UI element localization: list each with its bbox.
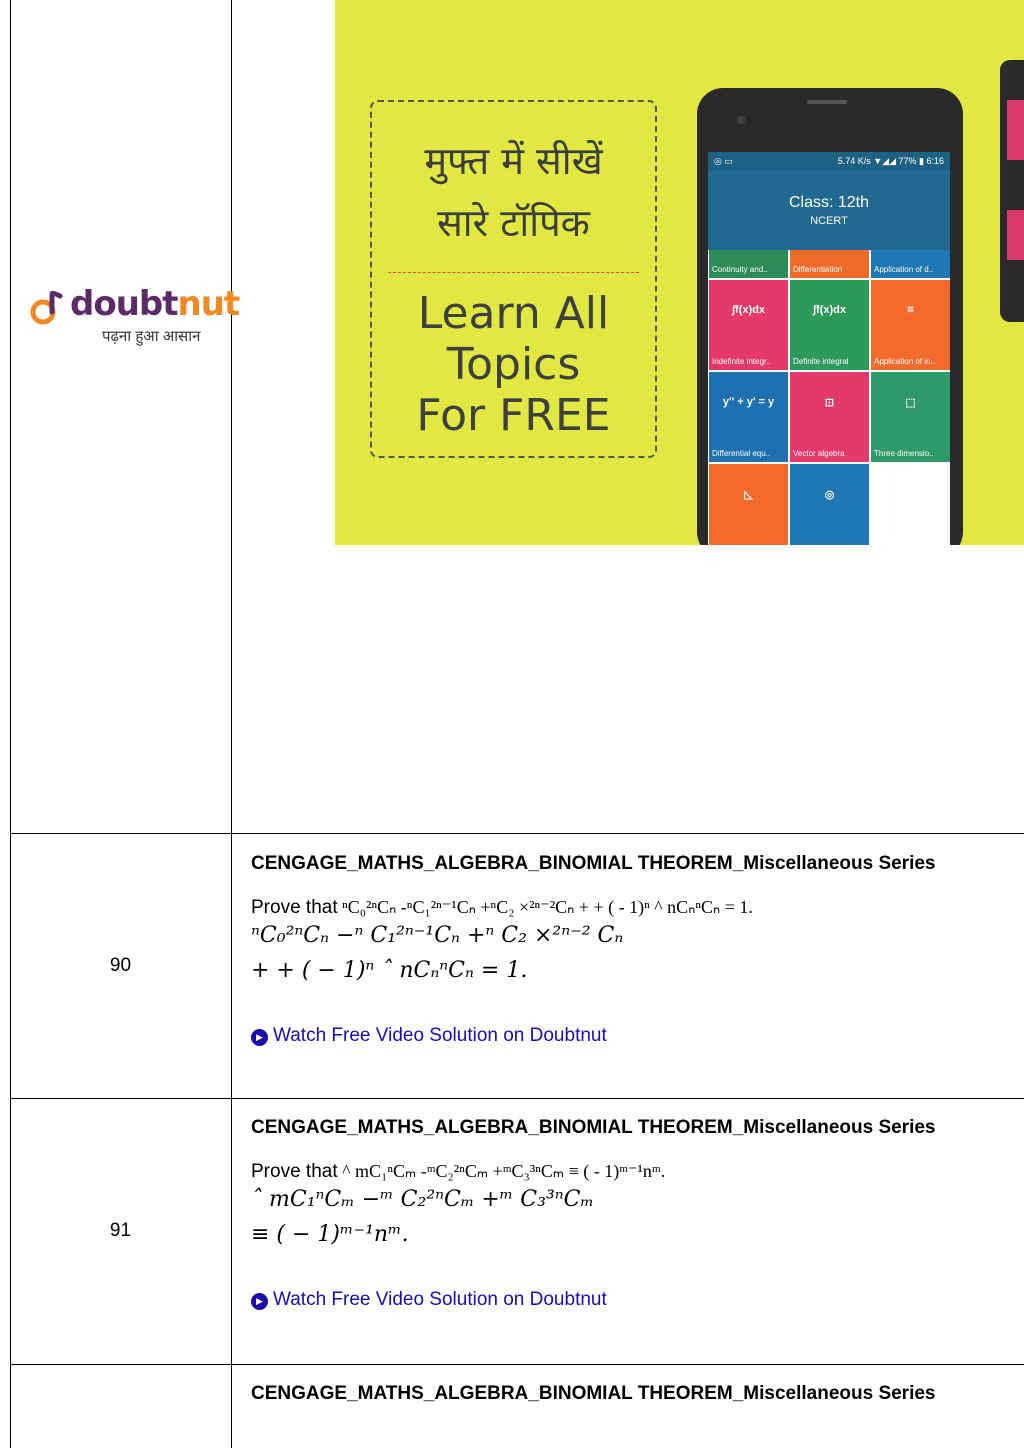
topic-tile [790, 280, 869, 370]
watch-video-link[interactable] [251, 1289, 1011, 1311]
topic-tile-caption: Application of in.. [874, 357, 935, 366]
status-right-info: 5.74 K/s ▼◢◢ 77% ▮ 6:16 [837, 156, 944, 166]
topic-tile-icon: ◎ [824, 489, 835, 501]
question-prompt [251, 897, 1011, 919]
question-cell [251, 1383, 1011, 1405]
phone-camera-icon [737, 116, 745, 124]
topic-tile-caption: Application of d.. [874, 265, 934, 274]
doubtnut-note-icon [30, 290, 66, 328]
prompt-inline-math: ^ mC₁ⁿCₘ -ᵐC₂²ⁿCₘ +ᵐC₃³ⁿCₘ ≡ ( - 1)ᵐ⁻¹nᵐ. [342, 1161, 666, 1181]
second-phone-edge [1000, 60, 1024, 322]
english-headline-line3: For FREE [416, 390, 611, 441]
watch-video-link-label: Watch Free Video Solution on Doubtnut [273, 1289, 607, 1310]
topic-tile-caption: Three dimensio.. [874, 449, 934, 458]
row-divider [10, 1098, 1024, 1099]
promo-text-box [370, 100, 657, 458]
topic-tile [871, 464, 950, 545]
class-label: Class: 12th [788, 194, 870, 211]
topic-grid [708, 250, 950, 545]
topic-tile-icon: ∫f(x)dx [732, 304, 765, 316]
topic-tile [871, 372, 950, 462]
board-label: NCERT [810, 215, 848, 227]
question-number: 91 [109, 1220, 132, 1241]
play-icon: ▶ [251, 1029, 268, 1046]
row-divider [10, 833, 1024, 834]
topic-tile [790, 372, 869, 462]
topic-tile [871, 280, 950, 370]
phone-mockup [697, 88, 963, 545]
rendered-math-line: ⁿC₀²ⁿCₙ −ⁿ C₁²ⁿ⁻¹Cₙ +ⁿ C₂ ×²ⁿ⁻² Cₙ [251, 923, 624, 948]
topic-tile-caption: Differentiation [793, 265, 843, 274]
question-source-title: CENGAGE_MATHS_ALGEBRA_BINOMIAL THEOREM_Miscellaneous Series [251, 1383, 936, 1404]
phone-status-bar [708, 152, 950, 170]
topic-tile [790, 464, 869, 545]
watch-video-link-label: Watch Free Video Solution on Doubtnut [273, 1025, 607, 1046]
prompt-lead: Prove that [251, 1161, 338, 1182]
prompt-inline-math: ⁿC₀²ⁿCₙ -ⁿC₁²ⁿ⁻¹Cₙ +ⁿC₂ ×²ⁿ⁻²Cₙ + + ( - 1)ⁿ ^ nCₙⁿCₙ = 1. [342, 897, 753, 917]
second-phone-tile [1007, 210, 1024, 260]
topic-tile [709, 372, 788, 462]
logo-word-doubt: doubt [70, 284, 178, 324]
topic-tile [709, 250, 788, 278]
english-headline [372, 288, 655, 441]
table-column-divider [231, 0, 232, 1448]
play-icon: ▶ [251, 1293, 268, 1310]
rendered-math-line: ≡ ( − 1)ᵐ⁻¹nᵐ. [251, 1222, 409, 1247]
second-phone-tile [1007, 100, 1024, 160]
doubtnut-logo [30, 284, 240, 348]
watch-video-link[interactable] [251, 1025, 1011, 1047]
topic-tile-icon: ∫f(x)dx [813, 304, 846, 316]
logo-wordmark [70, 284, 239, 324]
topic-tile-icon: ⌗ [907, 304, 914, 316]
phone-screen [708, 152, 950, 545]
topic-tile [871, 250, 950, 278]
topic-tile-caption: Indefinite integr.. [712, 357, 771, 366]
promo-banner[interactable] [335, 0, 1024, 545]
phone-app-bar [708, 170, 950, 250]
topic-tile [709, 464, 788, 545]
english-headline-line1: Learn All [417, 288, 610, 339]
phone-speaker [807, 100, 847, 104]
rendered-math-line: ˆ mC₁ⁿCₘ −ᵐ C₂²ⁿCₘ +ᵐ C₃³ⁿCₘ [251, 1187, 594, 1212]
topic-tile-icon: ⬚ [905, 397, 916, 409]
hindi-headline-line1: मुफ्त में सीखें [424, 139, 603, 183]
topic-tile-caption: Continuity and.. [712, 265, 768, 274]
question-number: 90 [109, 955, 132, 976]
question-prompt [251, 1161, 1011, 1183]
question-cell [251, 1117, 1011, 1311]
logo-tagline: पढ़ना हुआ आसान [102, 328, 201, 345]
english-headline-line2: Topics [446, 339, 581, 390]
question-source-title: CENGAGE_MATHS_ALGEBRA_BINOMIAL THEOREM_Miscellaneous Series [251, 853, 936, 874]
status-left-icons: ◎ ▭ [714, 156, 733, 166]
topic-tile-caption: Differential equ.. [712, 449, 771, 458]
topic-tile-icon: ◺ [744, 489, 753, 501]
topic-tile [790, 250, 869, 278]
question-cell [251, 853, 1011, 1047]
topic-tile-icon: y'' + y' = y [722, 396, 775, 408]
topic-tile-icon: ⊡ [824, 397, 835, 409]
hindi-headline-line2: सारे टॉपिक [437, 201, 590, 245]
logo-word-nut: nut [177, 284, 240, 324]
prompt-lead: Prove that [251, 897, 338, 918]
headline-separator [388, 272, 639, 273]
question-source-title: CENGAGE_MATHS_ALGEBRA_BINOMIAL THEOREM_Miscellaneous Series [251, 1117, 936, 1138]
row-divider [10, 1364, 1024, 1365]
topic-tile-caption: Vector algebra [793, 449, 845, 458]
topic-tile [709, 280, 788, 370]
topic-tile-caption: Definite integral [793, 357, 849, 366]
rendered-math-line: + + ( − 1)ⁿ ˆ nCₙⁿCₙ = 1. [251, 958, 528, 983]
